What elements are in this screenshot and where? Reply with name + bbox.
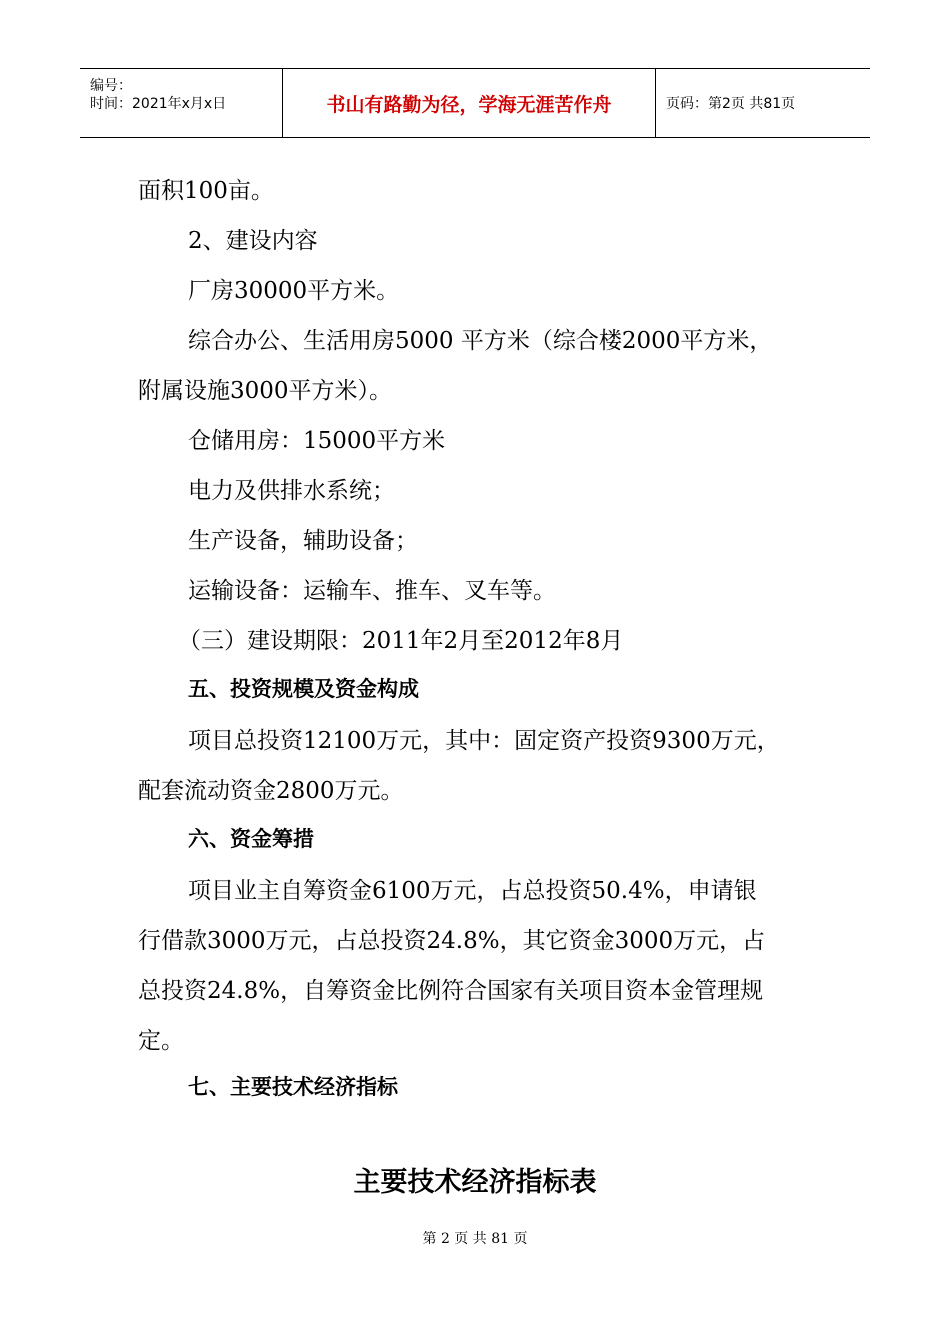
paragraph-line: 生产设备，辅助设备； bbox=[188, 528, 418, 554]
paragraph-line: 附属设施3000平方米）。 bbox=[138, 378, 393, 404]
header-motto: 书山有路勤为径，学海无涯苦作舟 bbox=[283, 69, 656, 137]
paragraph-line: 综合办公、生活用房5000 平方米（综合楼2000平方米， bbox=[188, 328, 773, 354]
paragraph-line: 总投资24.8%，自筹资金比例符合国家有关项目资本金管理规 bbox=[138, 978, 764, 1004]
header-page-number: 页码：第2页 共81页 bbox=[666, 96, 796, 112]
page-header bbox=[80, 68, 870, 138]
paragraph-line: 运输设备：运输车、推车、叉车等。 bbox=[188, 578, 556, 604]
document-time-label: 时间：2021年x月x日 bbox=[90, 96, 227, 112]
section-heading-7: 七、主要技术经济指标 bbox=[188, 1075, 398, 1099]
paragraph-line: 行借款3000万元，占总投资24.8%，其它资金3000万元，占 bbox=[138, 928, 766, 954]
section-heading-6: 六、资金筹措 bbox=[188, 827, 314, 851]
paragraph-line: 定。 bbox=[138, 1028, 184, 1054]
paragraph-line: 厂房30000平方米。 bbox=[188, 278, 400, 304]
paragraph-line: 仓储用房：15000平方米 bbox=[188, 428, 446, 454]
paragraph-line: 配套流动资金2800万元。 bbox=[138, 778, 404, 804]
paragraph-line: 面积100亩。 bbox=[138, 178, 274, 204]
header-meta-cell bbox=[80, 69, 283, 137]
section-heading-5: 五、投资规模及资金构成 bbox=[188, 677, 419, 701]
section-subheading: 2、建设内容 bbox=[188, 228, 318, 254]
paragraph-line: 项目总投资12100万元，其中：固定资产投资9300万元， bbox=[188, 728, 780, 754]
paragraph-line: 电力及供排水系统； bbox=[188, 478, 395, 504]
document-number-label: 编号： bbox=[90, 78, 132, 94]
page-footer: 第 2 页 共 81 页 bbox=[422, 1231, 528, 1247]
paragraph-line: （三）建设期限：2011年2月至2012年8月 bbox=[178, 628, 624, 654]
table-title: 主要技术经济指标表 bbox=[353, 1167, 597, 1198]
paragraph-line: 项目业主自筹资金6100万元，占总投资50.4%，申请银 bbox=[188, 878, 757, 904]
